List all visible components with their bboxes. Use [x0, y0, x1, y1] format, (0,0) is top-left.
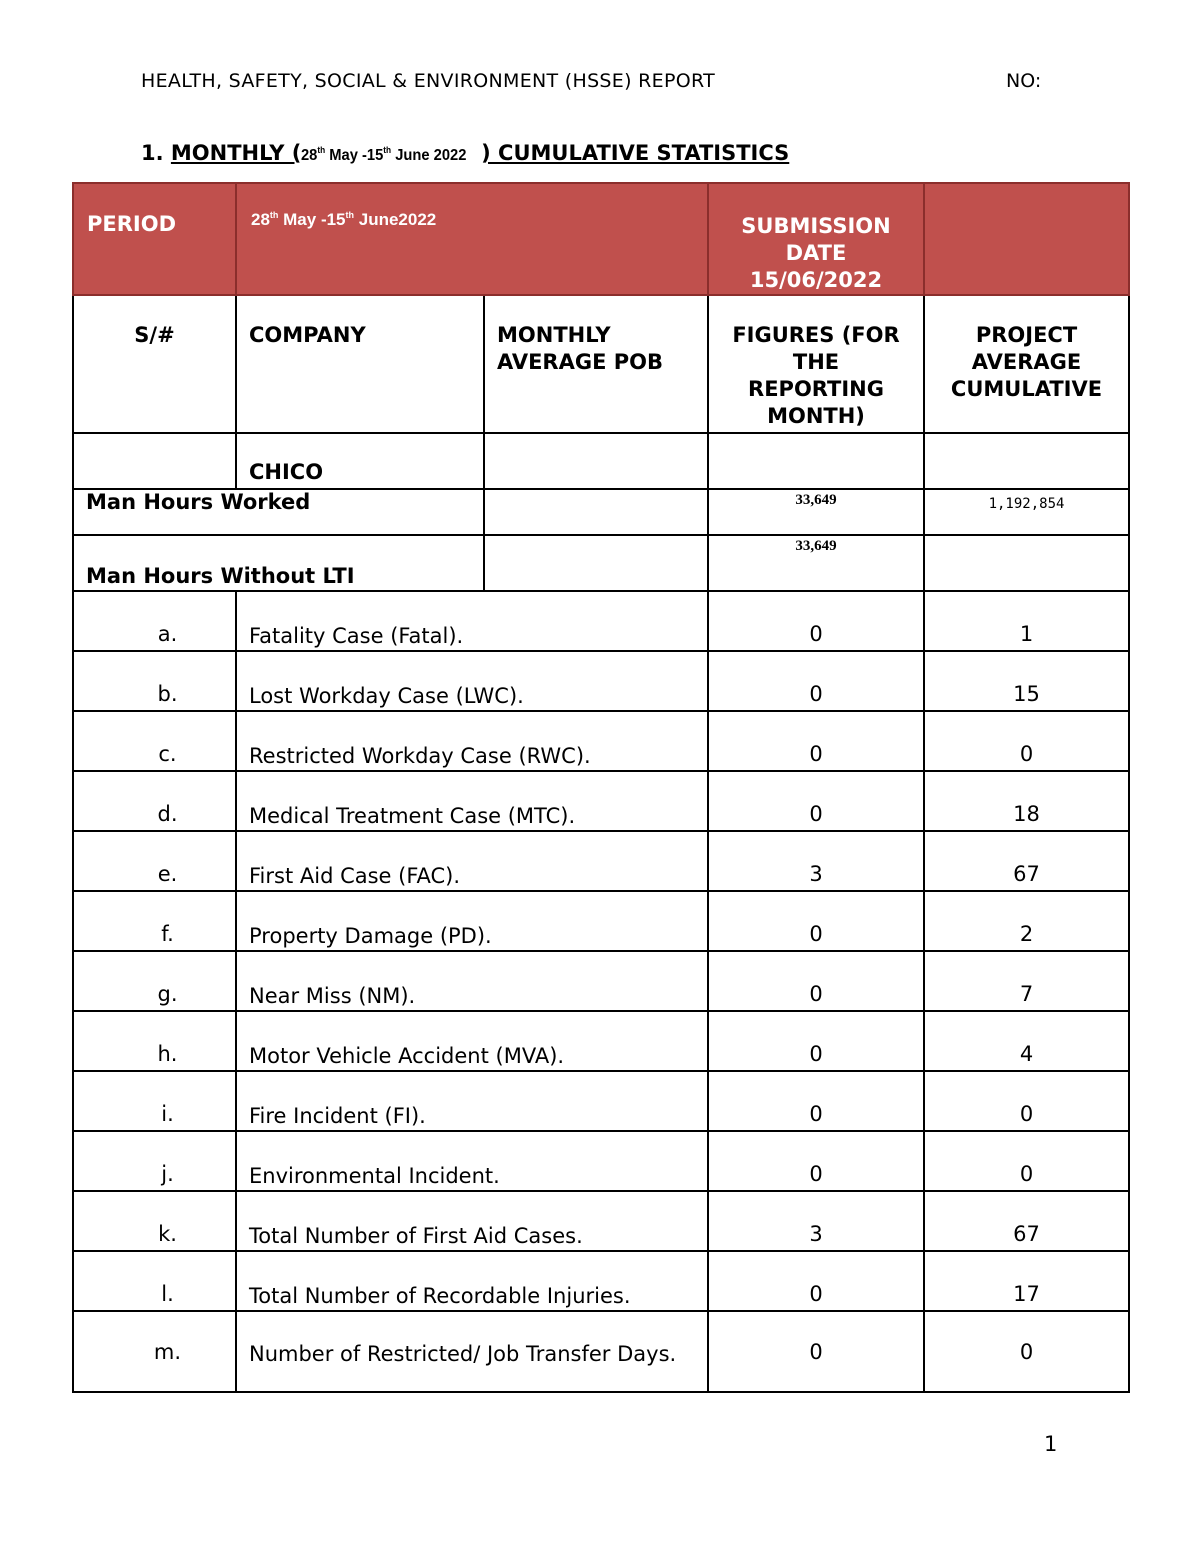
- row-cumulative-value: 0: [1019, 742, 1034, 766]
- row-letter-cell: [73, 1251, 236, 1311]
- statistics-row: [73, 1011, 1129, 1071]
- row-month-value: 0: [809, 622, 823, 646]
- row-description: Restricted Workday Case (RWC).: [249, 744, 591, 768]
- row-letter-cell: [73, 1191, 236, 1251]
- row-month-cell: [708, 711, 924, 771]
- row-letter: f.: [161, 922, 174, 946]
- row-letter-cell: [73, 591, 236, 651]
- row-cumulative-value: 18: [1013, 802, 1040, 826]
- row-month-value: 0: [809, 682, 823, 706]
- row-month-cell: [708, 1191, 924, 1251]
- row-description-cell: [236, 651, 708, 711]
- row-letter: a.: [157, 622, 178, 646]
- submission-date-block: [709, 184, 923, 294]
- row-cumulative-cell: [924, 1191, 1129, 1251]
- submission-label-2: DATE: [785, 241, 847, 265]
- period-band-row: [73, 183, 1129, 295]
- row-month-value: 0: [809, 1340, 823, 1364]
- report-title: HEALTH, SAFETY, SOCIAL & ENVIRONMENT (HSSE) REPORT: [141, 70, 715, 92]
- header-figures-line2: THE: [792, 350, 840, 374]
- statistics-row: [73, 1311, 1129, 1392]
- row-month-value: 3: [809, 1222, 823, 1246]
- header-company-cell: [236, 295, 484, 433]
- man-hours-worked-cumulative-cell: [924, 489, 1129, 535]
- statistics-row: [73, 951, 1129, 1011]
- row-cumulative-cell: [924, 651, 1129, 711]
- row-description: Fatality Case (Fatal).: [249, 624, 464, 648]
- row-cumulative-cell: [924, 1071, 1129, 1131]
- period-value: [237, 184, 707, 230]
- header-figures-cell: [708, 295, 924, 433]
- report-number-label: NO:: [1006, 70, 1042, 92]
- section-title: [141, 141, 789, 165]
- row-letter: k.: [158, 1222, 177, 1246]
- row-cumulative-value: 7: [1019, 982, 1034, 1006]
- section-date-range: [301, 145, 466, 165]
- submission-cell: [708, 183, 924, 295]
- band-empty-cell: [924, 183, 1129, 295]
- row-month-cell: [708, 831, 924, 891]
- header-figures: [709, 296, 923, 430]
- row-description-cell: [236, 1191, 708, 1251]
- row-letter-cell: [73, 891, 236, 951]
- row-cumulative-cell: [924, 951, 1129, 1011]
- man-hours-without-lti-month: 33,649: [795, 538, 837, 554]
- row-letter-cell: [73, 1311, 236, 1392]
- row-description-cell: [236, 1251, 708, 1311]
- row-description: Medical Treatment Case (MTC).: [249, 804, 576, 828]
- man-hours-worked-row: [73, 489, 1129, 535]
- section-date-end: June 2022: [391, 147, 467, 164]
- row-letter: i.: [161, 1102, 174, 1126]
- row-cumulative-value: 0: [1019, 1162, 1034, 1186]
- row-month-value: 0: [809, 802, 823, 826]
- row-letter: g.: [157, 982, 178, 1006]
- row-letter-cell: [73, 1011, 236, 1071]
- section-number: 1.: [141, 141, 164, 165]
- header-project: [925, 296, 1128, 403]
- row-cumulative-value: 67: [1013, 862, 1040, 886]
- row-description: Motor Vehicle Accident (MVA).: [249, 1044, 565, 1068]
- company-row-cumulative: [924, 433, 1129, 489]
- row-month-value: 0: [809, 922, 823, 946]
- man-hours-worked-label: Man Hours Worked: [86, 490, 311, 514]
- statistics-rows: [73, 591, 1129, 1392]
- statistics-row: [73, 651, 1129, 711]
- row-month-cell: [708, 891, 924, 951]
- row-description: First Aid Case (FAC).: [249, 864, 461, 888]
- row-description-cell: [236, 831, 708, 891]
- row-cumulative-value: 67: [1013, 1222, 1040, 1246]
- company-row: [73, 433, 1129, 489]
- man-hours-worked-month-cell: [708, 489, 924, 535]
- header-pob-line2: AVERAGE POB: [497, 350, 663, 374]
- statistics-row: [73, 831, 1129, 891]
- header-figures-line4: MONTH): [767, 404, 865, 428]
- row-description-cell: [236, 1011, 708, 1071]
- row-month-value: 3: [809, 862, 823, 886]
- row-letter: c.: [158, 742, 177, 766]
- row-month-cell: [708, 1011, 924, 1071]
- row-letter: m.: [153, 1340, 182, 1364]
- row-cumulative-value: 1: [1019, 622, 1034, 646]
- row-cumulative-cell: [924, 1131, 1129, 1191]
- row-month-cell: [708, 1131, 924, 1191]
- header-pob: [485, 296, 707, 376]
- submission-label-1: SUBMISSION: [741, 214, 891, 238]
- header-pob-cell: [484, 295, 708, 433]
- row-cumulative-value: 0: [1019, 1102, 1034, 1126]
- row-month-cell: [708, 651, 924, 711]
- company-row-pob: [484, 433, 708, 489]
- row-month-cell: [708, 1071, 924, 1131]
- header-pob-line1: MONTHLY: [497, 323, 611, 347]
- row-cumulative-cell: [924, 1311, 1129, 1392]
- row-month-value: 0: [809, 1162, 823, 1186]
- row-letter: j.: [161, 1162, 174, 1186]
- row-cumulative-cell: [924, 711, 1129, 771]
- row-cumulative-value: 15: [1013, 682, 1040, 706]
- man-hours-without-lti-label-cell: [73, 535, 484, 591]
- row-month-cell: [708, 951, 924, 1011]
- row-letter: b.: [157, 682, 178, 706]
- row-month-cell: [708, 771, 924, 831]
- row-cumulative-cell: [924, 591, 1129, 651]
- man-hours-without-lti-month-cell: [708, 535, 924, 591]
- company-name: CHICO: [249, 460, 324, 484]
- statistics-row: [73, 1131, 1129, 1191]
- row-letter: l.: [161, 1282, 174, 1306]
- row-cumulative-cell: [924, 891, 1129, 951]
- man-hours-worked-label-cell: [73, 489, 484, 535]
- man-hours-without-lti-row: [73, 535, 1129, 591]
- row-letter-cell: [73, 1071, 236, 1131]
- row-letter-cell: [73, 711, 236, 771]
- man-hours-worked-cumulative: 1,192,854: [988, 496, 1065, 512]
- row-month-value: 0: [809, 1102, 823, 1126]
- section-date-start-sup: th: [317, 145, 326, 155]
- section-date-mid: May -15: [325, 147, 384, 164]
- row-description-cell: [236, 951, 708, 1011]
- row-letter: h.: [157, 1042, 178, 1066]
- row-cumulative-value: 17: [1013, 1282, 1040, 1306]
- row-description: Environmental Incident.: [249, 1164, 500, 1188]
- section-title-post: ) CUMULATIVE STATISTICS: [481, 141, 790, 165]
- row-description: Number of Restricted/ Job Transfer Days.: [249, 1342, 677, 1366]
- row-description: Near Miss (NM).: [249, 984, 416, 1008]
- statistics-row: [73, 1251, 1129, 1311]
- header-project-line3: CUMULATIVE: [950, 377, 1103, 401]
- row-letter-cell: [73, 1131, 236, 1191]
- row-description: Total Number of Recordable Injuries.: [249, 1284, 631, 1308]
- period-label-cell: [73, 183, 236, 295]
- row-cumulative-cell: [924, 1251, 1129, 1311]
- header-project-line1: PROJECT: [975, 323, 1078, 347]
- statistics-row: [73, 1191, 1129, 1251]
- row-description-cell: [236, 591, 708, 651]
- period-end-sup: th: [345, 210, 355, 220]
- page-number: 1: [1044, 1432, 1058, 1456]
- statistics-row: [73, 891, 1129, 951]
- submission-date-value: 15/06/2022: [749, 268, 883, 292]
- man-hours-without-lti-label: Man Hours Without LTI: [86, 564, 355, 588]
- statistics-row: [73, 1071, 1129, 1131]
- row-letter: e.: [157, 862, 178, 886]
- row-cumulative-value: 0: [1019, 1340, 1034, 1364]
- row-description: Total Number of First Aid Cases.: [249, 1224, 583, 1248]
- row-cumulative-cell: [924, 771, 1129, 831]
- header-project-line2: AVERAGE: [971, 350, 1082, 374]
- period-start-sup: th: [269, 210, 279, 220]
- period-mid: May -15: [278, 210, 346, 229]
- company-row-month: [708, 433, 924, 489]
- header-sn-cell: [73, 295, 236, 433]
- row-description-cell: [236, 1131, 708, 1191]
- row-letter-cell: [73, 771, 236, 831]
- man-hours-worked-month: 33,649: [795, 492, 837, 508]
- row-cumulative-value: 2: [1019, 922, 1034, 946]
- column-header-row: [73, 295, 1129, 433]
- period-start-day: 28: [251, 210, 270, 229]
- header-sn: S/#: [134, 323, 175, 347]
- period-end: June2022: [354, 210, 437, 229]
- man-hours-worked-pob: [484, 489, 708, 535]
- row-month-cell: [708, 1251, 924, 1311]
- row-description-cell: [236, 771, 708, 831]
- row-month-value: 0: [809, 982, 823, 1006]
- row-month-value: 0: [809, 1042, 823, 1066]
- row-description: Lost Workday Case (LWC).: [249, 684, 524, 708]
- statistics-row: [73, 771, 1129, 831]
- section-date-start: 28: [301, 147, 318, 164]
- section-title-text: [171, 141, 789, 165]
- row-letter: d.: [157, 802, 178, 826]
- row-description-cell: [236, 1311, 708, 1392]
- man-hours-without-lti-cumulative: [925, 536, 1128, 542]
- row-letter-cell: [73, 651, 236, 711]
- company-row-sn: [73, 433, 236, 489]
- row-letter-cell: [73, 831, 236, 891]
- row-month-value: 0: [809, 742, 823, 766]
- row-description-cell: [236, 891, 708, 951]
- row-letter-cell: [73, 951, 236, 1011]
- row-description-cell: [236, 711, 708, 771]
- header-figures-line1: FIGURES (FOR: [732, 323, 900, 347]
- row-cumulative-cell: [924, 1011, 1129, 1071]
- statistics-row: [73, 711, 1129, 771]
- row-month-value: 0: [809, 1282, 823, 1306]
- row-description-cell: [236, 1071, 708, 1131]
- section-date-end-sup: th: [383, 145, 392, 155]
- period-value-cell: [236, 183, 708, 295]
- row-cumulative-value: 4: [1019, 1042, 1034, 1066]
- header-project-cell: [924, 295, 1129, 433]
- hsse-statistics-table: [72, 182, 1130, 1393]
- row-cumulative-cell: [924, 831, 1129, 891]
- row-month-cell: [708, 591, 924, 651]
- company-row-name-cell: [236, 433, 484, 489]
- header-company: COMPANY: [249, 323, 366, 347]
- row-month-cell: [708, 1311, 924, 1392]
- section-title-pre: MONTHLY (: [170, 141, 302, 165]
- row-description: Property Damage (PD).: [249, 924, 492, 948]
- man-hours-without-lti-pob: [484, 535, 708, 591]
- statistics-row: [73, 591, 1129, 651]
- header-figures-line3: REPORTING: [748, 377, 884, 401]
- period-label: PERIOD: [87, 212, 177, 236]
- row-description: Fire Incident (FI).: [249, 1104, 426, 1128]
- man-hours-without-lti-cumulative-cell: [924, 535, 1129, 591]
